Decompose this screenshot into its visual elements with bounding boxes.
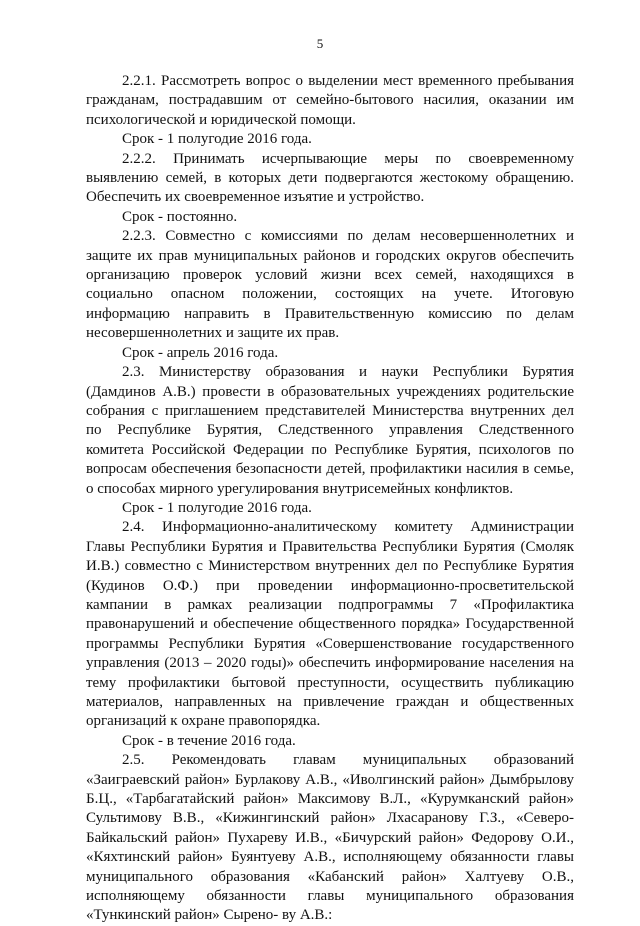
deadline-2-3: Срок - 1 полугодие 2016 года. <box>122 499 312 516</box>
page-number: 5 <box>316 36 324 51</box>
deadline-2-2-3: Срок - апрель 2016 года. <box>122 344 279 361</box>
paragraph-2-5: 2.5. Рекомендовать главам муниципальных образований «Заиграевский район» Бурлакову А.В., «Иволгинский район» Дымбрылову Б.Ц., «Тарбагатайский район» Максимову В.Л., «Курумканский район» Сультимову В.В., «Кижингинский район» Лхасаранову Г.З., «Северо-Байкальский район» Пухареву И.В., «Бичурский район» Федорову О.И., «Кяхтинский район» Буянтуеву А.В., исполняющему обязанности главы муниципального образования «Кабанский район» Халтуеву О.В., исполняющему обязанности главы муниципального образования «Тункинский район» Сырено- ву А.В.: <box>86 752 574 924</box>
paragraph-2-3: 2.3. Министерству образования и науки Республики Бурятия (Дамдинов А.В.) провести в образовательных учреждениях родительские собрания с приглашением представителей Министерства внутренних дел по Республике Бурятия, Следственного управления Следственного комитета Российской Федерации по Республике Бурятия, психологов по вопросам обеспечения безопасности детей, профилактики насилия в семье, о способах мирного урегулирования внутрисемейных конфликтов. <box>86 364 574 497</box>
document-body <box>86 72 574 926</box>
deadline-2-2-2: Срок - постоянно. <box>122 208 238 225</box>
deadline-2-4: Срок - в течение 2016 года. <box>122 732 296 749</box>
deadline-2-2-1: Срок - 1 полугодие 2016 года. <box>122 131 312 148</box>
paragraph-2-2-1: 2.2.1. Рассмотреть вопрос о выделении мест временного пребывания гражданам, пострадавшим от семейно-бытового насилия, оказании им психологической и юридической помощи. <box>86 73 574 128</box>
paragraph-2-2-2: 2.2.2. Принимать исчерпывающие меры по своевременному выявлению семей, в которых дети подвергаются жестокому обращению. Обеспечить их своевременное изъятие и устройство. <box>86 150 574 206</box>
paragraph-2-2-3: 2.2.3. Совместно с комиссиями по делам несовершеннолетних и защите их прав муниципальных районов и городских округов обеспечить организацию проверок условий жизни всех семей, находящихся в социально опасном положении, состоящих на учете. Итоговую информацию направить в Правительственную комиссию по делам несовершеннолетних и защите их прав. <box>86 228 574 342</box>
paragraph-2-4: 2.4. Информационно-аналитическому комитету Администрации Главы Республики Бурятия и Правительства Республики Бурятия (Смоляк И.В.) совместно с Министерством внутренних дел по Республике Бурятия (Кудинов О.Ф.) при проведении информационно-просветительской кампании в рамках реализации подпрограммы 7 «Профилактика правонарушений и обеспечение общественного порядка» Государственной программы Республики Бурятия «Совершенствование государственного управления (2013 – 2020 годы)» обеспечить информирование населения на тему профилактики бытовой преступности, осуществить публикацию материалов, направленных на привлечение граждан и общественных организаций к охране правопорядка. <box>86 519 574 730</box>
